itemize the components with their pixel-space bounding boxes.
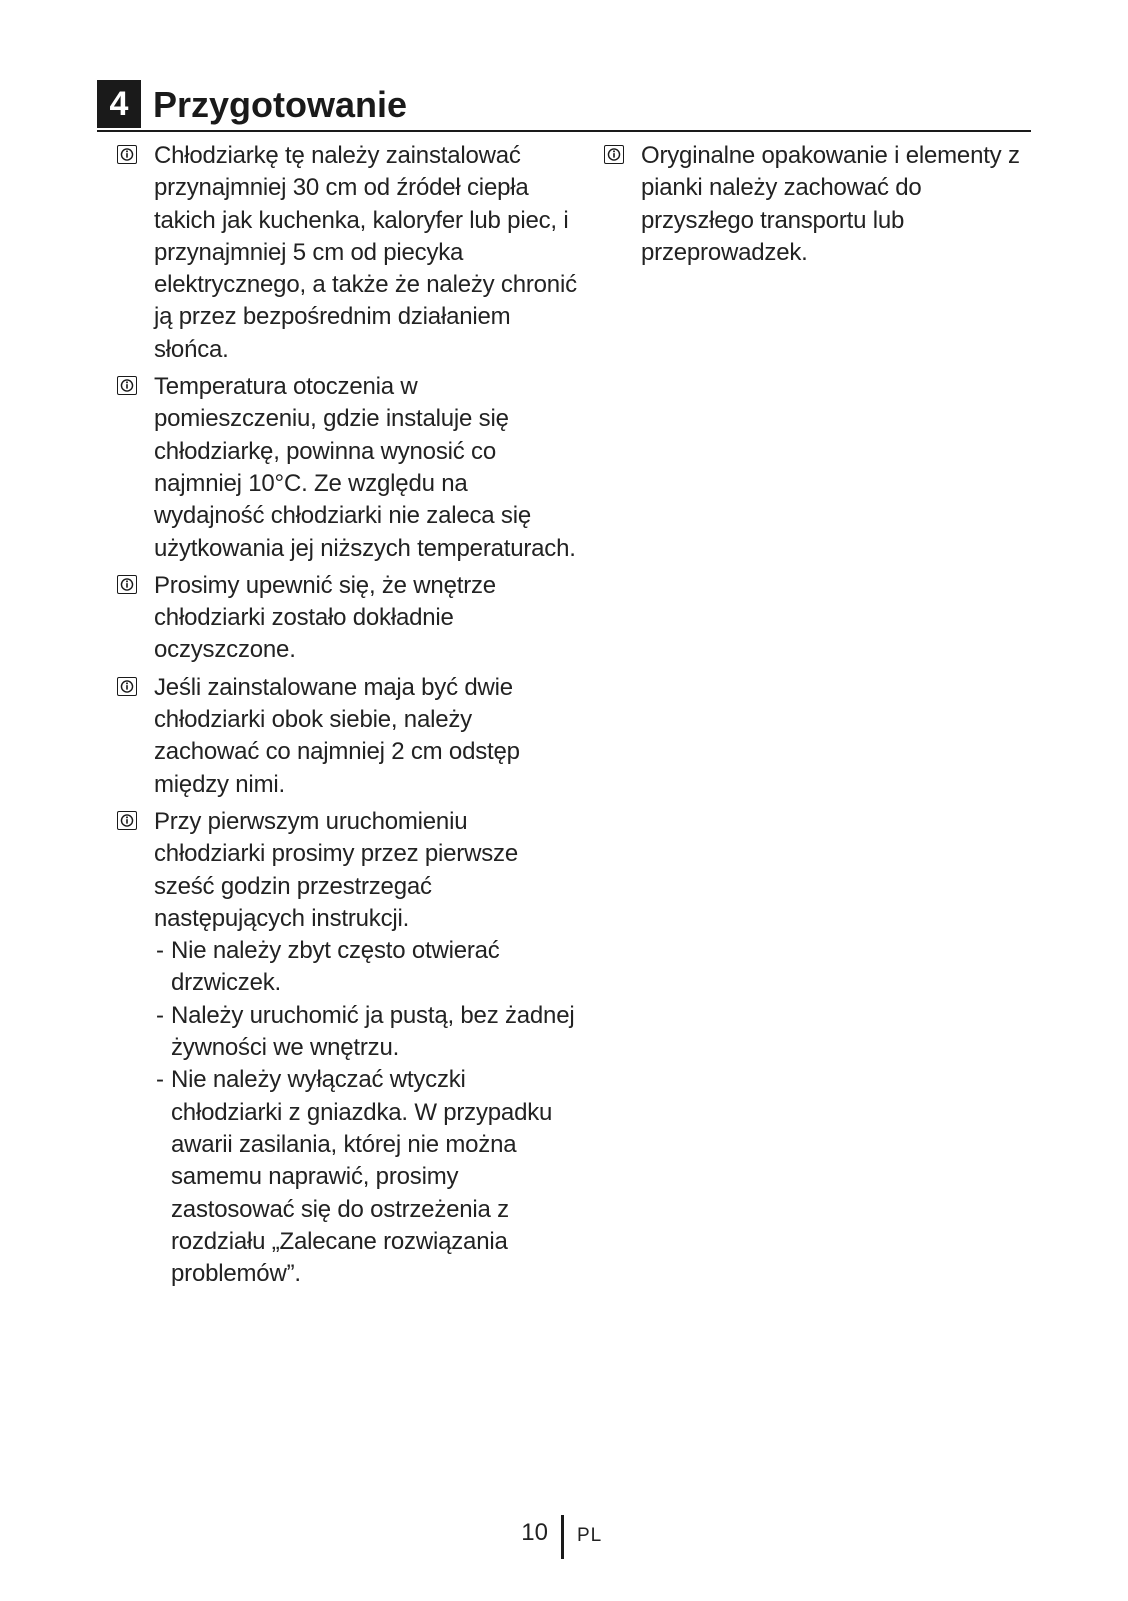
note-item <box>604 140 1024 269</box>
left-column <box>117 140 577 1295</box>
list-item: - Należy uruchomić ja pustą, bez żadnej żywności we wnętrzu. <box>154 1000 577 1065</box>
instruction-list <box>154 935 577 1290</box>
info-icon <box>117 575 137 594</box>
chapter-number: 4 <box>97 80 141 128</box>
note-item <box>117 672 577 801</box>
info-icon <box>117 376 137 395</box>
note-item-first-run <box>117 806 577 1290</box>
chapter-title: Przygotowanie <box>153 84 408 125</box>
note-text: Prosimy upewnić się, że wnętrze chłodziarki zostało dokładnie oczyszczone. <box>154 571 496 664</box>
list-item: - Nie należy wyłączać wtyczki chłodziarki z gniazdka. W przypadku awarii zasilania, której nie można samemu naprawić, prosimy zastosować się do ostrzeżenia z rozdziału „Zalecane rozwiązania problemów”. <box>154 1064 577 1290</box>
note-text: Temperatura otoczenia w pomieszczeniu, gdzie instaluje się chłodziarkę, powinna wynosić co najmniej 10°C. Ze względu na wydajność chłodziarki nie zaleca się użytkowania jej niższych temperaturach. <box>154 373 576 562</box>
info-icon <box>117 811 137 830</box>
language-code: PL <box>577 1525 603 1546</box>
page-number: 10 <box>521 1519 548 1546</box>
footer-divider <box>561 1515 564 1559</box>
info-icon <box>117 145 137 164</box>
note-text: Jeśli zainstalowane maja być dwie chłodziarki obok siebie, należy zachować co najmniej 2 cm odstęp między nimi. <box>154 673 520 798</box>
info-icon <box>604 145 624 164</box>
note-item <box>117 371 577 565</box>
page-footer <box>0 1515 1128 1559</box>
note-text: Przy pierwszym uruchomieniu chłodziarki prosimy przez pierwsze sześć godzin przestrzegać następujących instrukcji. <box>154 807 518 932</box>
note-item <box>117 570 577 667</box>
right-column <box>604 140 1024 274</box>
note-text: Chłodziarkę tę należy zainstalować przynajmniej 30 cm od źródeł ciepła takich jak kuchenka, kaloryfer lub piec, i przynajmniej 5 cm od piecyka elektrycznego, a także że należy chronić ją przez bezpośrednim działaniem słońca. <box>154 142 577 363</box>
note-item <box>117 140 577 366</box>
list-item: - Nie należy zbyt często otwierać drzwiczek. <box>154 935 577 1000</box>
info-icon <box>117 677 137 696</box>
note-text: Oryginalne opakowanie i elementy z pianki należy zachować do przyszłego transportu lub przeprowadzek. <box>641 142 1020 266</box>
chapter-header <box>97 80 1031 132</box>
